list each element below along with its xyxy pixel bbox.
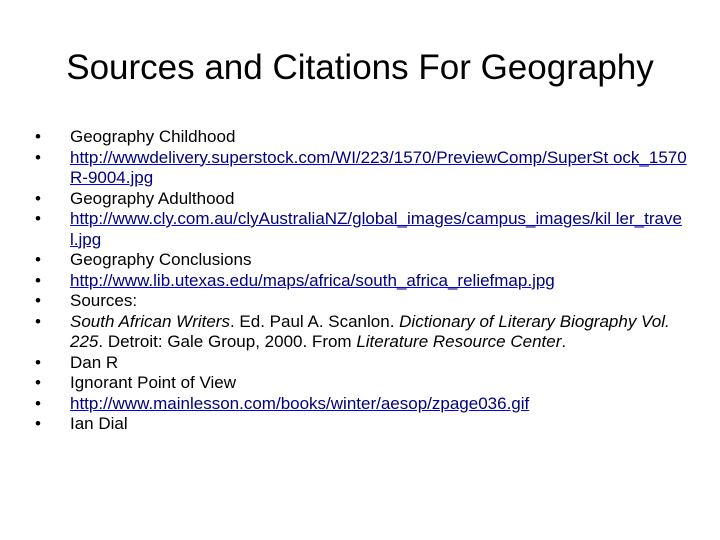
bullet-icon: •	[35, 373, 41, 392]
bullet-icon: •	[35, 270, 41, 290]
bullet-icon: •	[35, 209, 41, 228]
list-item	[28, 148, 688, 189]
list-item	[28, 394, 688, 415]
item-text-sources: Sources:	[70, 291, 138, 310]
bullet-icon: •	[35, 352, 41, 372]
bullet-icon: •	[35, 393, 41, 413]
list-item	[28, 312, 688, 353]
citation-publisher: . Detroit: Gale Group, 2000. From	[98, 332, 357, 351]
bullet-list	[28, 127, 688, 435]
mainlesson-aesop-link[interactable]: http://www.mainlesson.com/books/winter/aesop/zpage036.gif	[70, 393, 530, 413]
item-text-ian-dial: Ian Dial	[70, 414, 128, 433]
citation-text	[70, 312, 688, 353]
list-item	[28, 414, 688, 435]
list-item	[28, 250, 688, 271]
list-item	[28, 189, 688, 210]
slide-title: Sources and Citations For Geography	[66, 48, 654, 87]
citation-series: Dictionary of Literary Biography Vol. 225	[70, 311, 670, 351]
cly-killer-travel-link[interactable]: http://www.cly.com.au/clyAustraliaNZ/global_images/campus_images/kil ler_travel.jpg	[70, 209, 682, 249]
bullet-icon: •	[35, 147, 41, 167]
citation-end: .	[561, 332, 567, 351]
list-item	[28, 373, 688, 394]
south-africa-reliefmap-link[interactable]: http://www.lib.utexas.edu/maps/africa/south_africa_reliefmap.jpg	[70, 270, 555, 290]
citation-database: Literature Resource Center	[356, 332, 562, 351]
bullet-icon: •	[35, 188, 41, 208]
list-item	[28, 271, 688, 292]
item-text-dan-r: Dan R	[70, 352, 119, 372]
citation-title: South African Writers	[70, 311, 230, 331]
item-text-geography-adulthood: Geography Adulthood	[70, 188, 235, 208]
bullet-icon: •	[35, 250, 41, 269]
list-item	[28, 291, 688, 312]
bullet-icon: •	[35, 311, 41, 331]
citation-editor: . Ed. Paul A. Scanlon.	[229, 311, 400, 331]
bullet-icon: •	[35, 291, 41, 310]
list-item	[28, 353, 688, 374]
bullet-icon: •	[35, 414, 41, 433]
superstock-image-link[interactable]: http://wwwdelivery.superstock.com/WI/223/1570/PreviewComp/SuperSt ock_1570R-9004.jpg	[70, 147, 687, 187]
item-text-geography-conclusions: Geography Conclusions	[70, 250, 252, 269]
list-item	[28, 209, 688, 250]
item-text-geography-childhood: Geography Childhood	[70, 127, 236, 146]
item-text-ignorant-point-of-view: Ignorant Point of View	[70, 373, 237, 392]
bullet-icon: •	[35, 127, 41, 146]
list-item	[28, 127, 688, 148]
